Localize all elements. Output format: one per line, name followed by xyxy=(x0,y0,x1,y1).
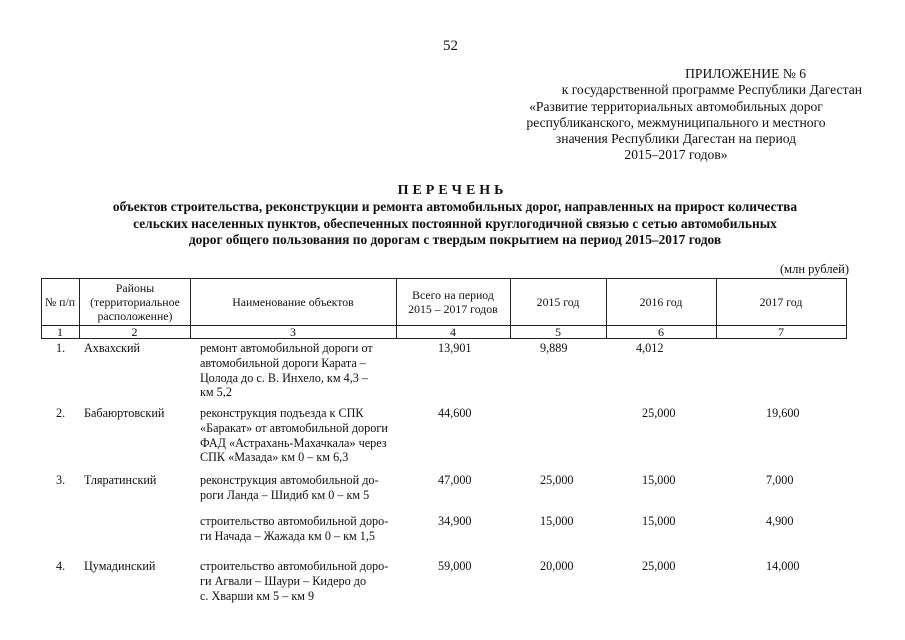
subtitle-line: сельских населенных пунктов, обеспеченных постоянной круглогодичной связью с сетью автомобильных xyxy=(133,215,777,231)
object-line: реконструкция автомобильной до- xyxy=(200,473,379,487)
row-number: 4. xyxy=(56,559,66,573)
header-num: № п/п xyxy=(44,295,76,309)
row-object xyxy=(200,406,392,465)
row-2017: 19,600 xyxy=(766,406,800,420)
row-2017: 14,000 xyxy=(766,559,800,573)
header-2015: 2015 год xyxy=(536,295,580,309)
table-border-right xyxy=(846,278,847,339)
row-total: 59,000 xyxy=(438,559,472,573)
row-2015: 9,889 xyxy=(540,341,568,355)
appendix-block xyxy=(490,66,862,164)
appendix-line: 2015–2017 годов» xyxy=(624,147,728,163)
column-number: 7 xyxy=(778,325,784,339)
column-number: 2 xyxy=(131,325,138,339)
header-2016: 2016 год xyxy=(639,295,683,309)
object-line: Цолода до с. В. Инхело, км 4,3 – xyxy=(200,370,368,385)
subtitle-line: дорог общего пользования по дорогам с твердым покрытием на период 2015–2017 годов xyxy=(188,232,722,248)
row-object xyxy=(200,514,392,544)
header-2017: 2017 год xyxy=(759,295,803,309)
row-total: 34,900 xyxy=(438,514,472,528)
row-total: 44,600 xyxy=(438,406,472,420)
object-line: ФАД «Астрахань-Махачкала» через xyxy=(200,435,387,450)
row-number: 1. xyxy=(56,341,66,355)
column-number: 6 xyxy=(658,325,664,339)
object-line: автомобильной дороги Карата – xyxy=(200,355,366,370)
row-2015: 20,000 xyxy=(540,559,574,573)
object-line: ги Начада – Жажада км 0 – км 1,5 xyxy=(200,528,376,543)
row-object xyxy=(200,473,392,503)
row-object xyxy=(200,341,392,400)
appendix-title: ПРИЛОЖЕНИЕ № 6 xyxy=(685,66,806,81)
header-total: Всего на период 2015 – 2017 годов xyxy=(408,288,498,316)
row-district: Ахвахский xyxy=(84,341,141,355)
row-2017: 7,000 xyxy=(766,473,794,487)
column-number: 4 xyxy=(450,325,456,339)
row-2016: 25,000 xyxy=(642,559,676,573)
object-line: роги Ланда – Шидиб км 0 – км 5 xyxy=(200,487,370,502)
row-2016: 15,000 xyxy=(642,473,676,487)
appendix-line: республиканского, межмуниципального и местного xyxy=(526,114,826,130)
row-2015: 15,000 xyxy=(540,514,574,528)
object-line: «Баракат» от автомобильной дороги xyxy=(200,420,388,435)
object-line: реконструкция подъезда к СПК xyxy=(200,406,364,420)
column-number: 5 xyxy=(555,325,561,339)
object-line: строительство автомобильной доро- xyxy=(200,559,389,573)
appendix-line: значения Республики Дагестан на период xyxy=(555,131,797,147)
row-number: 2. xyxy=(56,406,66,420)
row-2017: 4,900 xyxy=(766,514,794,528)
row-2015: 25,000 xyxy=(540,473,574,487)
row-district: Тляратинский xyxy=(84,473,157,487)
object-line: км 5,2 xyxy=(200,385,232,400)
object-line: с. Хварши км 5 – км 9 xyxy=(200,588,315,603)
row-district: Цумадинский xyxy=(84,559,156,573)
column-number: 3 xyxy=(290,325,296,339)
table-top-border xyxy=(41,278,847,279)
row-total: 47,000 xyxy=(438,473,472,487)
row-2016: 15,000 xyxy=(642,514,676,528)
column-number: 1 xyxy=(57,325,63,339)
header-district: Районы (территориальное расположенне) xyxy=(90,281,180,323)
appendix-line: «Развитие территориальных автомобильных дорог xyxy=(529,98,823,114)
subtitle-line: объектов строительства, реконструкции и ремонта автомобильных дорог, направленных на прирост количества xyxy=(112,199,798,214)
row-2016: 4,012 xyxy=(636,341,664,355)
row-object xyxy=(200,559,392,603)
object-line: строительство автомобильной доро- xyxy=(200,514,389,528)
row-total: 13,901 xyxy=(438,341,472,355)
appendix-line: к государственной программе Республики Дагестан xyxy=(561,82,862,98)
row-district: Бабаюртовский xyxy=(84,406,165,420)
row-number: 3. xyxy=(56,473,66,487)
page-number: 52 xyxy=(443,38,458,54)
units-label: (млн рублей) xyxy=(780,262,849,276)
object-line: СПК «Мазада» км 0 – км 6,3 xyxy=(200,450,349,465)
row-2016: 25,000 xyxy=(642,406,676,420)
document-subtitle xyxy=(55,199,855,249)
header-object: Наименование объектов xyxy=(232,295,354,309)
document-title: ПЕРЕЧЕНЬ xyxy=(397,183,508,198)
object-line: ги Агвали – Шаури – Кидеро до xyxy=(200,573,367,588)
object-line: ремонт автомобильной дороги от xyxy=(200,341,373,355)
